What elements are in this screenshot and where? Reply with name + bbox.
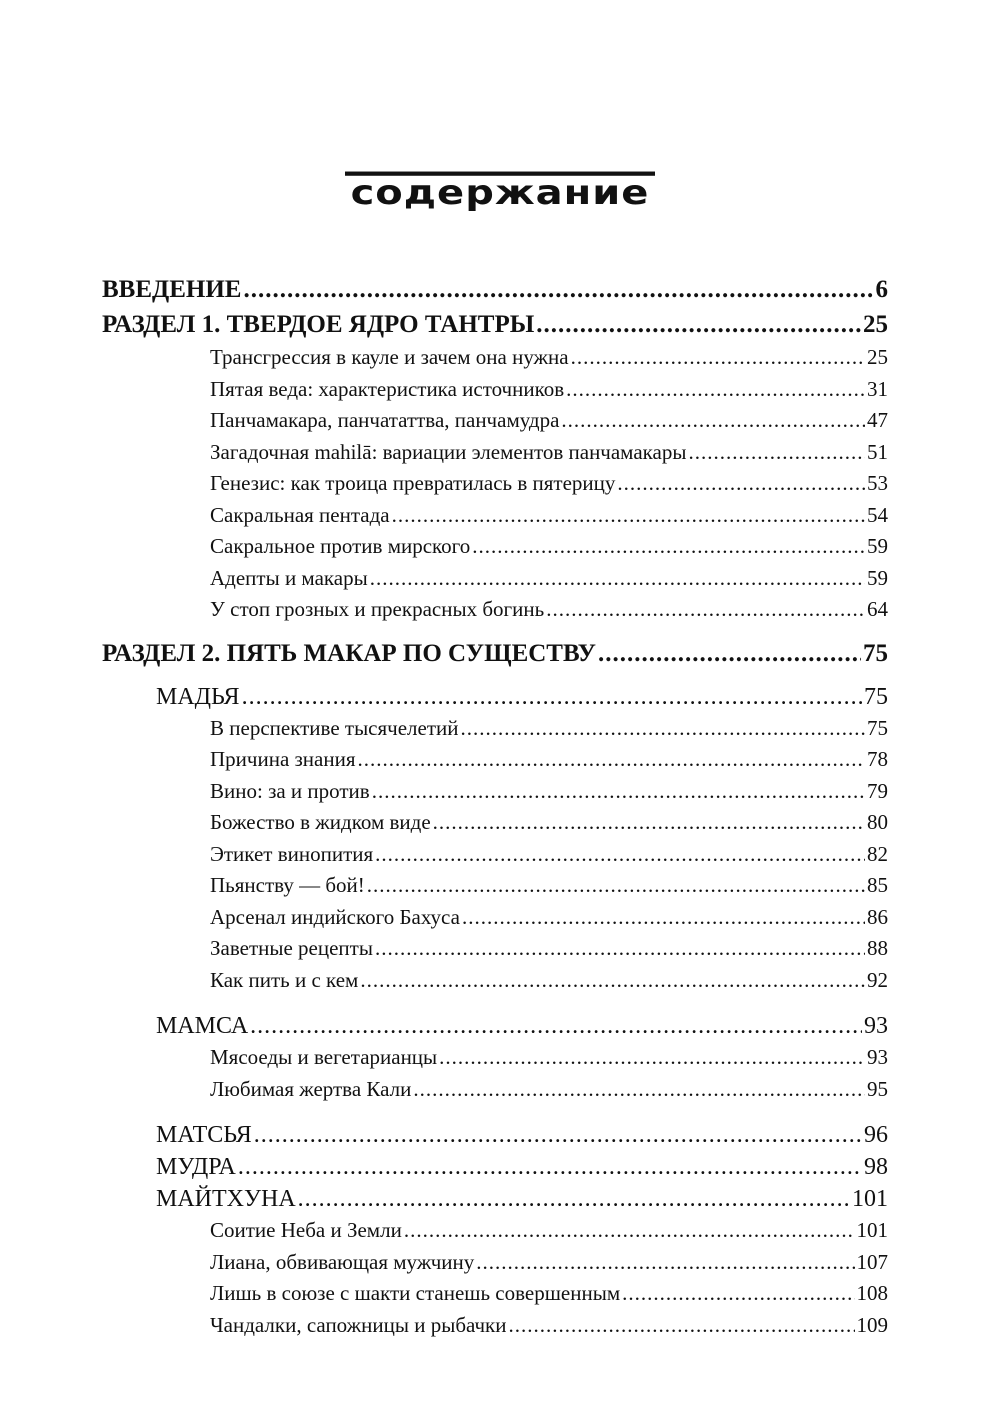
toc-chapter-mamsa[interactable] (102, 1010, 888, 1042)
dot-leader (375, 933, 865, 965)
toc-entry-page: 85 (867, 873, 888, 897)
toc-chapter-maithuna[interactable] (102, 1183, 888, 1215)
dot-leader (509, 1310, 855, 1342)
dot-leader (238, 1151, 862, 1183)
toc-entry-label: МАМСА (156, 1013, 249, 1039)
toc-entry-page: 75 (863, 639, 888, 667)
toc-chapter-madya[interactable] (102, 681, 888, 713)
toc-subentry[interactable] (102, 342, 888, 374)
toc-subentry[interactable] (102, 1074, 888, 1106)
toc-entry-page: 96 (864, 1122, 888, 1148)
toc-chapter-matsya[interactable] (102, 1119, 888, 1151)
toc-entry-label: Лиана, обвивающая мужчину (210, 1249, 475, 1274)
toc-entry-label: ВВЕДЕНИЕ (102, 276, 242, 303)
dot-leader (462, 902, 865, 934)
toc-entry-page: 86 (867, 904, 888, 929)
toc-entry-page: 75 (864, 683, 888, 710)
dot-leader (598, 636, 861, 671)
toc-entry-page: 31 (867, 376, 888, 401)
dot-leader (536, 307, 861, 342)
toc-entry-label: Адепты и макары (210, 565, 368, 590)
toc-entry-label: Заветные рецепты (210, 936, 373, 960)
toc-subentry[interactable] (102, 965, 888, 997)
dot-leader (250, 1010, 862, 1042)
dot-leader (370, 563, 865, 595)
dot-leader (439, 1042, 865, 1074)
toc-entry-page: 25 (867, 345, 888, 369)
toc-entry-label: РАЗДЕЛ 2. ПЯТЬ МАКАР ПО СУЩЕСТВУ (102, 639, 596, 667)
toc-entry-label: Пьянству — бой! (210, 873, 365, 897)
dot-leader (254, 1119, 862, 1151)
toc-entry-label: РАЗДЕЛ 1. ТВЕРДОЕ ЯДРО ТАНТРЫ (102, 311, 535, 338)
spacer (102, 626, 888, 636)
toc-subentry[interactable] (102, 933, 888, 965)
dot-leader (243, 272, 873, 307)
toc-entry-page: 75 (867, 715, 888, 740)
toc-entry-label: Лишь в союзе с шакти станешь совершенным (210, 1281, 621, 1305)
dot-leader (375, 839, 865, 871)
toc-entry-page: 82 (867, 841, 888, 866)
spacer (102, 671, 888, 681)
toc-entry-label: Сакральное против мирского (210, 534, 471, 558)
toc-entry-label: Загадочная mahilā: вариации элементов панчамакары (210, 439, 687, 464)
dot-leader (242, 681, 862, 713)
toc-entry-label: Божество в жидком виде (210, 810, 431, 834)
toc-subentry[interactable] (102, 563, 888, 595)
toc-entry-page: 79 (867, 778, 888, 803)
dot-leader (367, 870, 865, 902)
toc-entry-label: Пятая веда: характеристика источников (210, 376, 565, 401)
toc-entry-label: Вино: за и против (210, 778, 370, 803)
toc-entry-page: 92 (867, 967, 888, 992)
toc-subentry[interactable] (102, 594, 888, 626)
toc-subentry[interactable] (102, 1215, 888, 1247)
toc-entry-label: Генезис: как троица превратилась в пятерицу (210, 471, 616, 495)
toc-entry-page: 59 (867, 565, 888, 590)
toc-subentry[interactable] (102, 374, 888, 406)
dot-leader (472, 531, 865, 563)
toc-entry-page: 6 (875, 276, 888, 303)
toc-entry-label: Этикет винопития (210, 841, 374, 866)
toc-entry-section-1[interactable] (102, 307, 888, 342)
toc-entry-label: МАДЬЯ (156, 683, 240, 710)
toc-subentry[interactable] (102, 839, 888, 871)
spacer (102, 1105, 888, 1119)
toc-entry-page: 59 (867, 534, 888, 558)
toc-subentry[interactable] (102, 776, 888, 808)
toc-chapter-mudra[interactable] (102, 1151, 888, 1183)
dot-leader (566, 374, 865, 406)
dot-leader (392, 500, 865, 532)
toc-entry-page: 80 (867, 810, 888, 834)
toc-subentry[interactable] (102, 500, 888, 532)
toc-entry-page: 78 (867, 747, 888, 771)
dot-leader (360, 965, 865, 997)
toc-entry-page: 25 (863, 311, 888, 338)
toc-subentry[interactable] (102, 1247, 888, 1279)
toc-entry-intro[interactable] (102, 272, 888, 307)
toc-entry-page: 93 (867, 1045, 888, 1069)
toc-entry-label: Соитие Неба и Земли (210, 1218, 402, 1242)
toc-entry-label: Причина знания (210, 747, 356, 771)
toc-subentry[interactable] (102, 468, 888, 500)
dot-leader (617, 468, 865, 500)
dot-leader (561, 405, 865, 437)
toc-entry-page: 98 (864, 1154, 888, 1180)
dot-leader (433, 807, 865, 839)
toc-entry-label: Панчамакара, панчататтва, панчамудра (210, 408, 560, 432)
toc-entry-page: 64 (867, 597, 888, 621)
dot-leader (622, 1278, 854, 1310)
toc-subentry[interactable] (102, 870, 888, 902)
dot-leader (298, 1183, 850, 1215)
toc-subentry[interactable] (102, 437, 888, 469)
page-title: содержание (345, 172, 656, 212)
toc-entry-page: 109 (856, 1312, 888, 1337)
dot-leader (571, 342, 865, 374)
toc-entry-label: МУДРА (156, 1154, 236, 1180)
dot-leader (476, 1247, 854, 1279)
toc-entry-page: 93 (864, 1013, 888, 1039)
toc-entry-label: У стоп грозных и прекрасных богинь (210, 597, 545, 621)
toc-subentry[interactable] (102, 1042, 888, 1074)
toc-subentry[interactable] (102, 807, 888, 839)
toc-entry-label: В перспективе тысячелетий (210, 715, 459, 740)
toc-entry-label: МАТСЬЯ (156, 1122, 252, 1148)
toc-entry-label: Сакральная пентада (210, 502, 390, 527)
toc-subentry[interactable] (102, 1278, 888, 1310)
toc-subentry[interactable] (102, 531, 888, 563)
toc-entry-page: 101 (852, 1186, 888, 1212)
toc-subentry[interactable] (102, 405, 888, 437)
toc-entry-page: 88 (867, 936, 888, 960)
dot-leader (372, 776, 865, 808)
toc-entry-label: Мясоеды и вегетарианцы (210, 1045, 438, 1069)
spacer (102, 996, 888, 1010)
dot-leader (546, 594, 865, 626)
dot-leader (461, 713, 865, 745)
toc-subentry[interactable] (102, 1310, 888, 1342)
dot-leader (413, 1074, 865, 1106)
toc-entry-label: Чандалки, сапожницы и рыбачки (210, 1312, 507, 1337)
toc-entry-page: 95 (867, 1076, 888, 1101)
toc-subentry[interactable] (102, 744, 888, 776)
toc-entry-label: МАЙТХУНА (156, 1186, 296, 1212)
dot-leader (358, 744, 865, 776)
dot-leader (688, 437, 865, 469)
toc-subentry[interactable] (102, 713, 888, 745)
toc-entry-label: Как пить и с кем (210, 967, 359, 992)
toc-entry-page: 108 (856, 1281, 888, 1305)
toc-entry-page: 54 (867, 502, 888, 527)
toc-entry-section-2[interactable] (102, 636, 888, 671)
toc-entry-page: 51 (867, 439, 888, 464)
toc-entry-page: 47 (867, 408, 888, 432)
toc-entry-page: 101 (856, 1218, 888, 1242)
toc-entry-page: 107 (856, 1249, 888, 1274)
toc-entry-label: Арсенал индийского Бахуса (210, 904, 460, 929)
toc-entry-label: Трансгрессия в кауле и зачем она нужна (210, 345, 569, 369)
table-of-contents (102, 272, 888, 1341)
title-block (0, 168, 1000, 215)
toc-subentry[interactable] (102, 902, 888, 934)
toc-entry-page: 53 (867, 471, 888, 495)
toc-entry-label: Любимая жертва Кали (210, 1076, 412, 1101)
dot-leader (404, 1215, 855, 1247)
